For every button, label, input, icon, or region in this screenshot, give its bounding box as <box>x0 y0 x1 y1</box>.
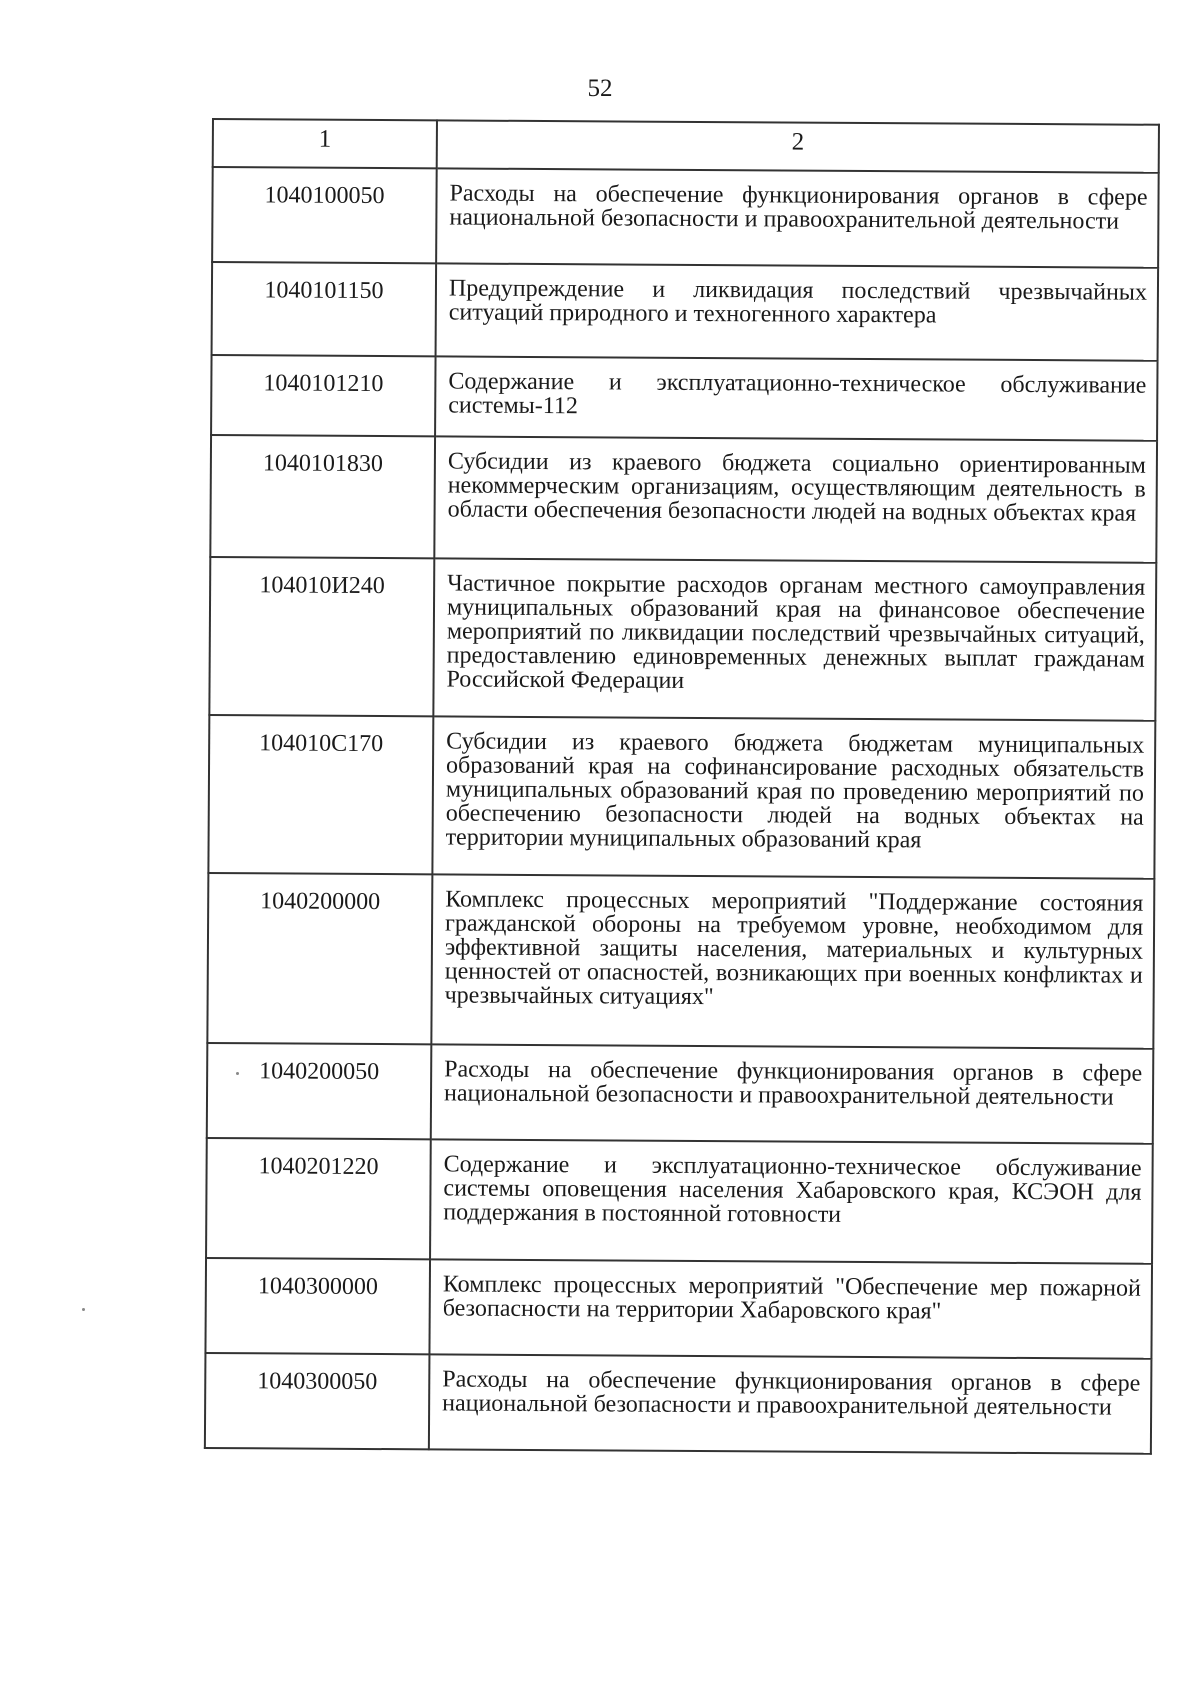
column-header-name: 2 <box>437 120 1159 172</box>
row-code: 1040300000 <box>205 1258 430 1354</box>
row-name: Предупреждение и ликвидация последствий чрезвычайных ситуаций природного и техногенного характера <box>436 263 1159 360</box>
row-name: Комплекс процессных мероприятий "Поддержание состояния гражданской обороны на требуемом уровне, необходимом для эффективной защиты населения, материальных и культурных ценностей от опасностей, возникающих при военных конфликтах и чрезвычайных ситуациях" <box>431 874 1154 1048</box>
row-name: Субсидии из краевого бюджета социально ориентированным некоммерческим организациям, осуществляющим деятельность в области обеспечения безопасности людей на водных объектах края <box>434 436 1157 562</box>
table-row <box>211 355 1157 441</box>
row-code: 1040101210 <box>211 355 435 436</box>
column-header-code: 1 <box>213 119 437 168</box>
row-name: Частичное покрытие расходов органам местного самоуправления муниципальных образований края на финансовое обеспечение мероприятий по ликвидации последствий чрезвычайных ситуаций, предоставлению единовременных денежных выплат гражданам Российской Федерации <box>433 558 1156 720</box>
table-row <box>205 1258 1152 1359</box>
row-name: Расходы на обеспечение функционирования органов в сфере национальной безопасности и правоохранительной деятельности <box>436 168 1159 267</box>
row-code: 1040200050 <box>207 1043 432 1139</box>
table-row <box>210 435 1157 563</box>
table-header-row <box>213 119 1159 173</box>
page-number: 52 <box>587 75 613 102</box>
table-row <box>212 262 1159 361</box>
table-row <box>207 873 1154 1049</box>
row-code: 1040201220 <box>206 1138 431 1259</box>
row-code: 1040300050 <box>205 1353 430 1449</box>
table-row <box>206 1138 1153 1264</box>
table-row <box>209 557 1156 721</box>
row-name: Содержание и эксплуатационно-техническое обслуживание системы оповещения населения Хабаровского края, КСЭОН для поддержания в постоянной готовности <box>430 1139 1153 1263</box>
classification-table <box>204 118 1160 1455</box>
row-code: 1040100050 <box>212 167 437 263</box>
table-row <box>205 1353 1152 1454</box>
row-name: Расходы на обеспечение функционирования органов в сфере национальной безопасности и правоохранительной деятельности <box>431 1044 1154 1143</box>
row-name: Расходы на обеспечение функционирования органов в сфере национальной безопасности и правоохранительной деятельности <box>429 1354 1152 1453</box>
row-name: Субсидии из краевого бюджета бюджетам муниципальных образований края на софинансирование расходных обязательств муниципальных образований края по проведению мероприятий по обеспечению безопасности людей на водных объектах на территории муниципальных образований края <box>432 716 1155 878</box>
table-row <box>207 1043 1154 1144</box>
row-name: Комплекс процессных мероприятий "Обеспечение мер пожарной безопасности на территории Хабаровского края" <box>429 1259 1152 1358</box>
row-code: 104010И240 <box>209 557 434 716</box>
row-code: 1040200000 <box>207 873 432 1044</box>
scan-speck <box>82 1308 85 1311</box>
row-code: 104010С170 <box>208 715 433 874</box>
row-code: 1040101830 <box>210 435 435 558</box>
row-name: Содержание и эксплуатационно-техническое обслуживание системы-112 <box>435 356 1157 440</box>
table-row <box>208 715 1155 879</box>
scan-speck <box>236 1072 239 1075</box>
table-row <box>212 167 1159 268</box>
row-code: 1040101150 <box>212 262 437 356</box>
